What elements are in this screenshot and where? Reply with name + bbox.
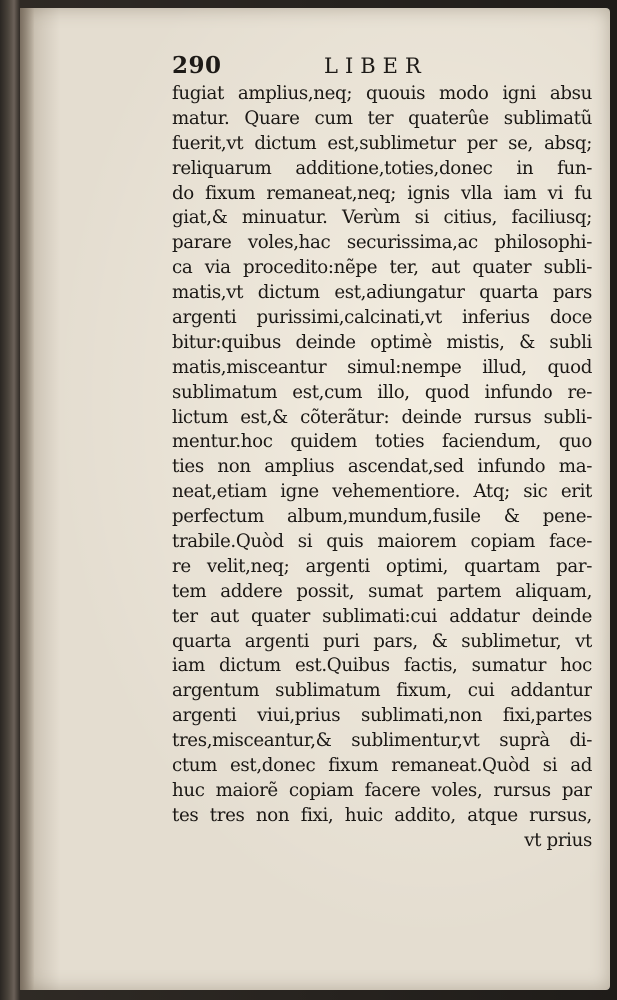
text-line: do fixum remaneat,neq; ignis vlla iam vi fu [172, 182, 592, 204]
text-line: huc maiorẽ copiam facere voles, rursus par [172, 779, 592, 801]
page-gutter-shadow [20, 8, 34, 990]
text-line: argenti viui,prius sublimati,non fixi,partes [172, 705, 592, 727]
text-line: tem addere possit, sumat partem aliquam, [172, 580, 592, 602]
text-line: tres,misceantur,& sublimentur,vt suprà di- [172, 730, 592, 752]
running-head: LIBER [324, 54, 428, 78]
text-line: quarta argenti puri pars, & sublimetur, vt [172, 630, 592, 652]
text-line: matis,misceantur simul:nempe illud, quod [172, 356, 592, 378]
text-line: tes tres non fixi, huic addito, atque rursus, [172, 804, 592, 826]
text-line: trabile.Quòd si quis maiorem copiam face- [172, 531, 592, 553]
text-line: argentum sublimatum fixum, cui addantur [172, 680, 592, 702]
text-line: ties non amplius ascendat,sed infundo ma- [172, 456, 592, 478]
text-line: lictum est,& cõterãtur: deinde rursus subli- [172, 406, 592, 428]
text-line: argenti purissimi,calcinati,vt inferius doce [172, 307, 592, 329]
text-line: ter aut quater sublimati:cui addatur deinde [172, 605, 592, 627]
text-line: fugiat amplius,neq; quouis modo igni absu [172, 83, 592, 104]
text-line: ctum est,donec fixum remaneat.Quòd si ad [172, 755, 592, 777]
body-text [172, 82, 592, 854]
text-line: fuerit,vt dictum est,sublimetur per se, absq; [172, 132, 592, 154]
text-line: ca via procedito:nẽpe ter, aut quater subli- [172, 257, 592, 279]
page-number: 290 [172, 52, 222, 79]
text-line: iam dictum est.Quibus factis, sumatur hoc [172, 655, 592, 677]
text-line: re velit,neq; argenti optimi, quartam par- [172, 555, 592, 577]
page-header [172, 52, 592, 84]
text-line: perfectum album,mundum,fusile & pene- [172, 506, 592, 528]
text-line: sublimatum est,cum illo, quod infundo re- [172, 381, 592, 403]
text-line: bitur:quibus deinde optimè mistis, & subli [172, 331, 592, 353]
text-line: matur. Quare cum ter quaterûe sublimatũ [172, 107, 592, 129]
text-line: giat,& minuatur. Verùm si citius, faciliusq; [172, 207, 592, 229]
text-line: parare voles,hac securissima,ac philosophi- [172, 232, 592, 254]
text-line: matis,vt dictum est,adiungatur quarta pars [172, 282, 592, 304]
text-line: mentur.hoc quidem toties faciendum, quo [172, 431, 592, 453]
text-line: neat,etiam igne vehementiore. Atq; sic erit [172, 481, 592, 503]
catchword-line: vt prius [524, 829, 592, 851]
text-line: reliquarum additione,toties,donec in fun- [172, 157, 592, 179]
